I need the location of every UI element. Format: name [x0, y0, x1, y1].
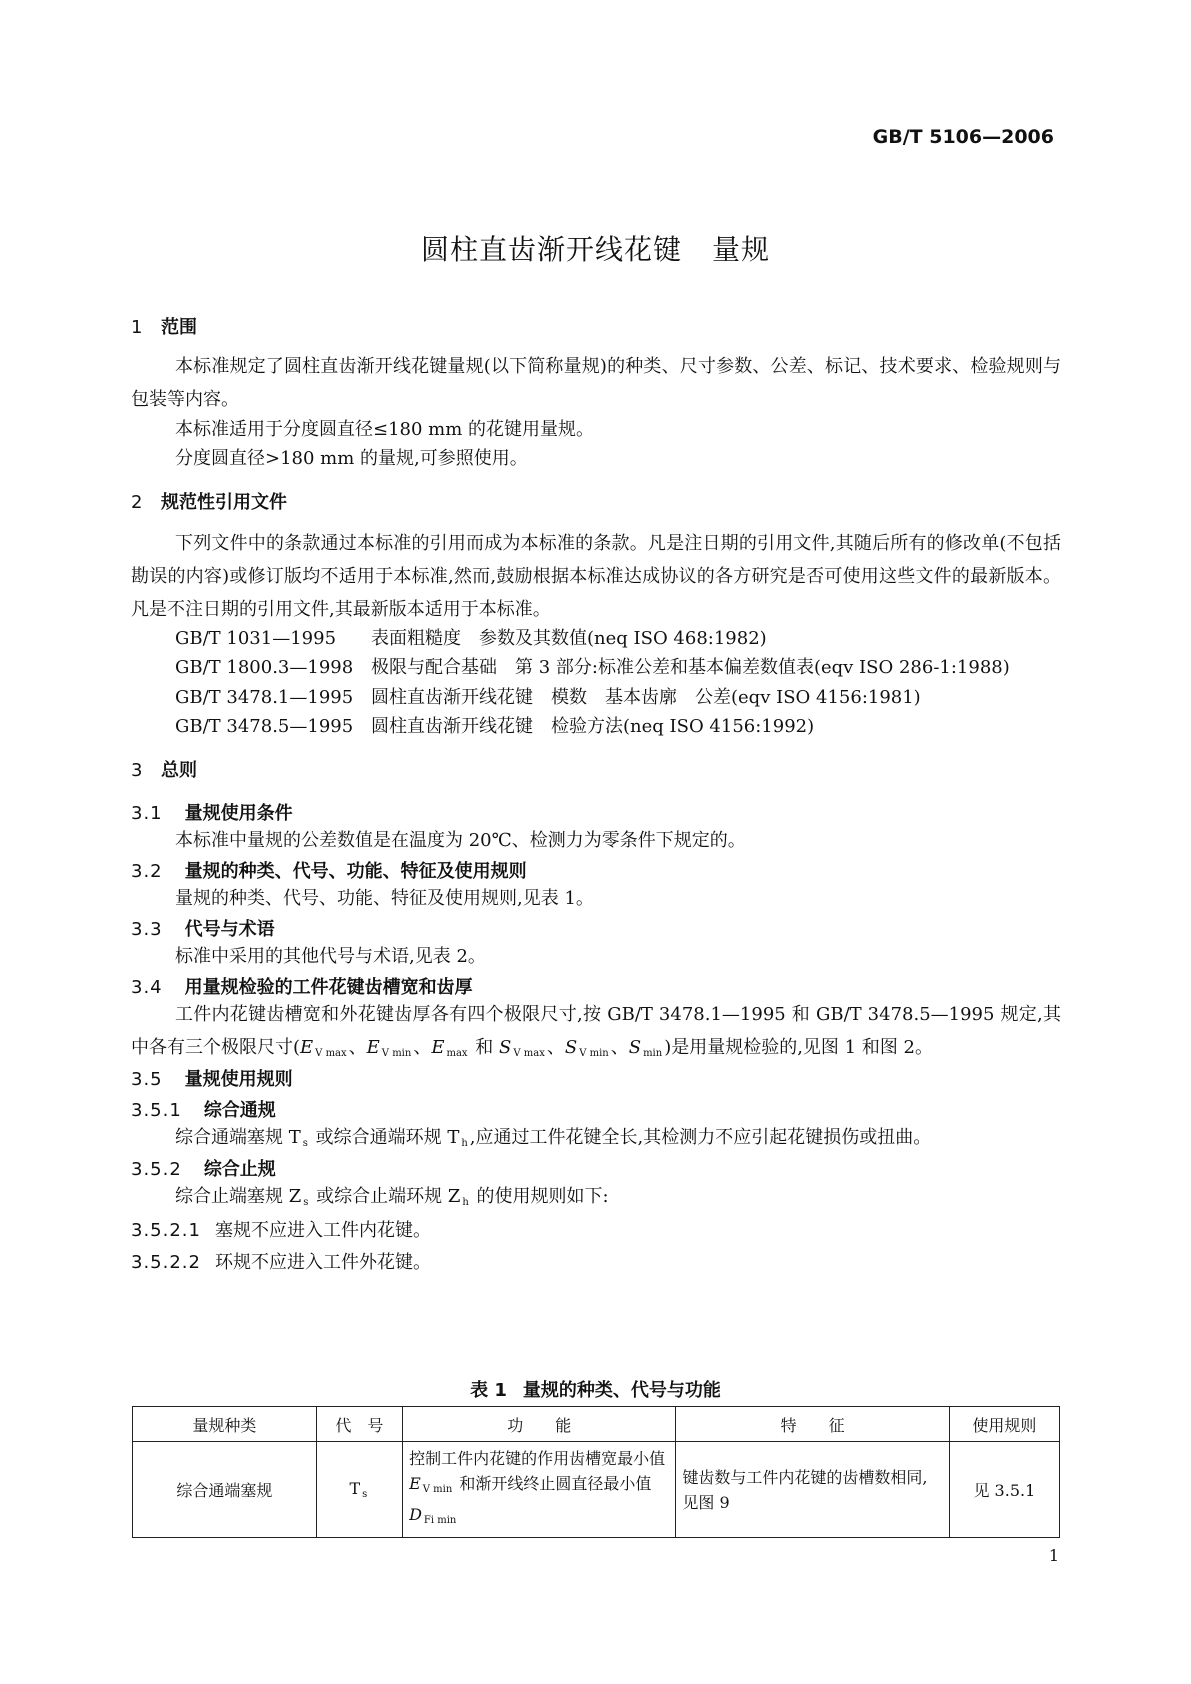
standard-code: GB/T 5106—2006: [872, 126, 1054, 148]
section-3-heading: 3 总则: [131, 760, 197, 781]
table-header-cell: 功 能: [403, 1407, 676, 1442]
section-2-heading: 2 规范性引用文件: [131, 492, 287, 513]
gauge-table: [132, 1406, 1060, 1538]
table-header-row: [133, 1407, 1060, 1442]
section-3-1-heading: 3.1 量规使用条件: [131, 803, 293, 824]
table-row: [133, 1442, 1060, 1538]
section-3-5-2-heading: 3.5.2 综合止规: [131, 1159, 276, 1180]
table-header-cell: 量规种类: [133, 1407, 317, 1442]
table-cell-feature: 键齿数与工件内花键的齿槽数相同,见图 9: [676, 1442, 949, 1538]
table-header-cell: 特 征: [676, 1407, 949, 1442]
symbol-e: E: [300, 1037, 314, 1058]
section-1-paragraph-2: 本标准适用于分度圆直径≤180 mm 的花键用量规。: [175, 419, 595, 440]
section-3-4-text: 工件内花键齿槽宽和外花键齿厚各有四个极限尺寸,按 GB/T 3478.1—1995 和 GB/T 3478.5—1995 规定,其中各有三个极限尺寸(E $_{V max}$ 、E $_{V min}$ 、E $_{max}$ 和 S $_{V max}$ 、S $_{V min}$ 、S $_{min}$ )是用量规检验的,见图 1 和图 2。: [131, 1004, 1061, 1059]
table-caption: 表 1 量规的种类、代号与功能: [470, 1380, 721, 1401]
section-3-5-2-2: 3.5.2.2 环规不应进入工件外花键。: [131, 1252, 431, 1273]
section-1-paragraph-1: 本标准规定了圆柱直齿渐开线花键量规(以下简称量规)的种类、尺寸参数、公差、标记、技术要求、检验规则与包装等内容。: [131, 356, 1061, 410]
page-number: 1: [1048, 1546, 1059, 1565]
title-sub: 量规: [712, 233, 771, 266]
symbol-s: S: [499, 1037, 512, 1058]
document-title: [0, 228, 1191, 268]
symbol-s: S: [628, 1037, 642, 1058]
section-2-intro: 下列文件中的条款通过本标准的引用而成为本标准的条款。凡是注日期的引用文件,其随后所有的修改单(不包括勘误的内容)或修订版均不适用于本标准,然而,鼓励根据本标准达成协议的各方研究是否可使用这些文件的最新版本。凡是不注日期的引用文件,其最新版本适用于本标准。: [131, 533, 1061, 620]
reference-item: GB/T 1800.3—1998 极限与配合基础 第 3 部分:标准公差和基本偏差数值表(eqv ISO 286-1:1988): [175, 657, 1010, 678]
section-3-5-1-text: 综合通端塞规 T $_s$ 或综合通端环规 T $_h$ ,应通过工件花键全长,其检测力不应引起花键损伤或扭曲。: [175, 1127, 932, 1149]
symbol-s: S: [564, 1037, 578, 1058]
section-3-5-2-1: 3.5.2.1 塞规不应进入工件内花键。: [131, 1220, 431, 1241]
section-3-3-heading: 3.3 代号与术语: [131, 919, 275, 940]
section-3-5-2-text: 综合止端塞规 Z $_s$ 或综合止端环规 Z $_h$ 的使用规则如下:: [175, 1186, 609, 1208]
symbol-e: E: [431, 1037, 445, 1058]
section-1-heading: 1 范围: [131, 317, 197, 338]
table-cell-kind: 综合通端塞规: [133, 1442, 317, 1538]
section-3-5-1-heading: 3.5.1 综合通规: [131, 1100, 276, 1121]
section-3-2-heading: 3.2 量规的种类、代号、功能、特征及使用规则: [131, 861, 527, 882]
section-1-paragraph-3: 分度圆直径>180 mm 的量规,可参照使用。: [175, 448, 528, 469]
table-header-cell: 代 号: [316, 1407, 402, 1442]
section-3-3-text: 标准中采用的其他代号与术语,见表 2。: [175, 946, 486, 967]
reference-item: GB/T 3478.1—1995 圆柱直齿渐开线花键 模数 基本齿廓 公差(eqv ISO 4156:1981): [175, 687, 921, 708]
table-cell-rule: 见 3.5.1: [949, 1442, 1059, 1538]
symbol-e: E: [366, 1037, 380, 1058]
table-cell-function: 控制工件内花键的作用齿槽宽最小值 E $_{V min}$ 和渐开线终止圆直径最小值 D $_{Fi min}$: [403, 1442, 676, 1538]
reference-item: GB/T 3478.5—1995 圆柱直齿渐开线花键 检验方法(neq ISO 4156:1992): [175, 716, 815, 737]
title-main: 圆柱直齿渐开线花键: [420, 233, 682, 266]
section-3-1-text: 本标准中量规的公差数值是在温度为 20℃、检测力为零条件下规定的。: [175, 830, 746, 851]
table-header-cell: 使用规则: [949, 1407, 1059, 1442]
table-cell-code: T $_s$: [316, 1442, 402, 1538]
section-3-2-text: 量规的种类、代号、功能、特征及使用规则,见表 1。: [175, 888, 594, 909]
section-3-5-heading: 3.5 量规使用规则: [131, 1069, 293, 1090]
reference-item: GB/T 1031—1995 表面粗糙度 参数及其数值(neq ISO 468:1982): [175, 628, 767, 649]
section-3-4-heading: 3.4 用量规检验的工件花键齿槽宽和齿厚: [131, 977, 473, 998]
